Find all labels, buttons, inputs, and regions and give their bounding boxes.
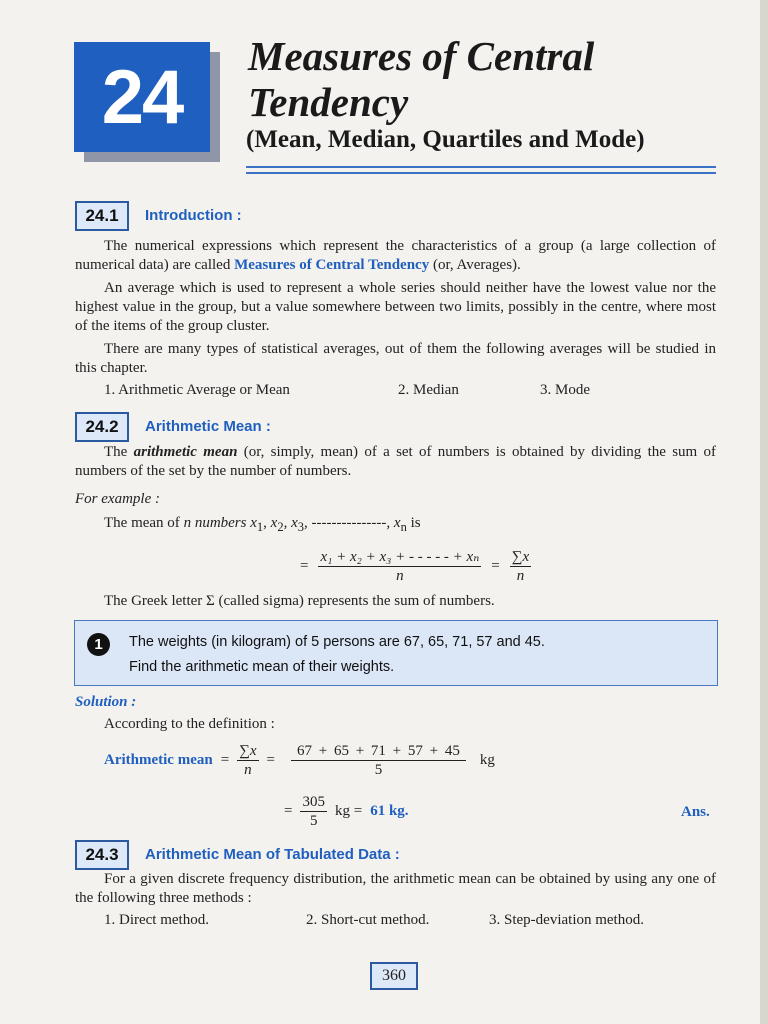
intro-paragraph-1 bbox=[75, 237, 716, 275]
mean-line-n: n bbox=[183, 515, 192, 531]
section-title-arithmetic-mean: Arithmetic Mean : bbox=[145, 418, 271, 435]
result-fraction bbox=[300, 793, 327, 830]
result-denominator: 5 bbox=[309, 813, 318, 829]
example-number-badge: 1 bbox=[87, 633, 110, 656]
term-measures-of-central-tendency: Measures of Central Tendency bbox=[234, 257, 430, 273]
method-item-3: 3. Step-deviation method. bbox=[489, 912, 644, 928]
example-box bbox=[74, 620, 718, 686]
arithmetic-mean-definition bbox=[75, 443, 716, 481]
mean-of-n-numbers-line: The mean of n numbers $x_1$, $x_2$, $x_3$, ---------------, $x_n$ is bbox=[104, 515, 421, 534]
am-equals-1: = bbox=[220, 752, 230, 768]
section-title-introduction: Introduction : bbox=[145, 207, 242, 224]
mean-line-is: is bbox=[406, 515, 421, 531]
sum-numerator: 67 + 65 + 71 + 57 + 45 bbox=[291, 742, 466, 761]
result-numerator: 305 bbox=[302, 794, 325, 810]
averages-list-item-3: 3. Mode bbox=[540, 382, 590, 398]
sigma-note: The Greek letter Σ (called sigma) represents the sum of numbers. bbox=[104, 593, 495, 609]
page-edge bbox=[760, 0, 768, 1024]
formula-equals-2: = bbox=[491, 558, 500, 574]
formula-numerator-1: x₁ + x₂ + x₃ + - - - - - + xₙ bbox=[320, 549, 480, 565]
arithmetic-mean-equation bbox=[104, 742, 495, 779]
mean-formula bbox=[300, 548, 531, 585]
am-equals-2: = bbox=[266, 752, 276, 768]
sub-1: 1 bbox=[256, 520, 264, 534]
sub-2: 2 bbox=[277, 520, 284, 534]
intro-paragraph-2: An average which is used to represent a whole series should neither have the lowest value nor the highest value in the group, but a value somewhere between two limits, possibly in the centre, where most of the items of the group cluster. bbox=[75, 280, 716, 334]
unit-kg-1: kg bbox=[479, 752, 495, 768]
sigma-numerator: ∑x bbox=[239, 743, 257, 759]
mean-line-x2: x bbox=[270, 515, 278, 531]
section-number-24-2: 24.2 bbox=[75, 412, 129, 442]
section-title-tabulated-data: Arithmetic Mean of Tabulated Data : bbox=[145, 846, 400, 863]
formula-equals-1: = bbox=[300, 558, 309, 574]
sum-fraction bbox=[291, 742, 466, 779]
result-value: 61 kg. bbox=[370, 803, 409, 819]
method-item-2: 2. Short-cut method. bbox=[306, 912, 430, 928]
mean-line-x1: numbers x bbox=[191, 515, 257, 531]
for-example-label: For example : bbox=[75, 491, 160, 507]
chapter-subtitle: (Mean, Median, Quartiles and Mode) bbox=[246, 126, 645, 153]
definition-text: The bbox=[104, 444, 134, 460]
header-rule-top bbox=[246, 166, 716, 168]
chapter-title-line1: Measures of Central bbox=[248, 33, 595, 79]
result-equals: = bbox=[284, 803, 293, 819]
chapter-title-line2: Tendency bbox=[248, 79, 409, 125]
header-rule-bottom bbox=[246, 172, 716, 174]
result-equation bbox=[284, 793, 409, 830]
sigma-denominator: n bbox=[244, 762, 252, 778]
formula-numerator-2: ∑x bbox=[511, 549, 530, 565]
page-number: 360 bbox=[370, 962, 418, 990]
solution-label: Solution : bbox=[75, 694, 137, 710]
answer-label: Ans. bbox=[681, 804, 710, 820]
mean-line-text-a: The mean of bbox=[104, 515, 184, 531]
method-item-1: 1. Direct method. bbox=[104, 912, 209, 928]
sub-n: n bbox=[400, 520, 407, 534]
section-number-24-3: 24.3 bbox=[75, 840, 129, 870]
chapter-number: 24 bbox=[74, 42, 210, 152]
term-arithmetic-mean: arithmetic mean bbox=[133, 444, 238, 460]
mean-line-x3: x bbox=[291, 515, 298, 531]
intro-paragraph-3: There are many types of statistical averages, out of them the following averages will be studied in this chapter. bbox=[75, 341, 716, 376]
section-number-24-1: 24.1 bbox=[75, 201, 129, 231]
mean-line-xn: ---------------, x bbox=[311, 515, 401, 531]
tabulated-data-paragraph: For a given discrete frequency distribution, the arithmetic mean can be obtained by using any one of the following three methods : bbox=[75, 871, 716, 906]
example-line-1: The weights (in kilogram) of 5 persons are 67, 65, 71, 57 and 45. bbox=[129, 634, 545, 650]
arithmetic-mean-label: Arithmetic mean bbox=[104, 752, 213, 768]
formula-denominator-1: n bbox=[396, 568, 404, 584]
intro-p1-text: The numerical expressions which represent the characteristics of a group (a large collection of numerical data) are called bbox=[75, 238, 716, 273]
solution-line-1: According to the definition : bbox=[104, 716, 275, 732]
intro-p1-tail: (or, Averages). bbox=[429, 257, 521, 273]
unit-kg-2: kg = bbox=[334, 803, 363, 819]
example-line-2: Find the arithmetic mean of their weights. bbox=[129, 659, 395, 675]
sub-3: 3 bbox=[297, 520, 304, 534]
formula-denominator-2: n bbox=[516, 568, 525, 584]
definition-tail: (or, simply, mean) of a set of numbers is obtained by dividing the sum of numbers of the set by the number of numbers. bbox=[75, 444, 717, 479]
averages-list-item-1: 1. Arithmetic Average or Mean bbox=[104, 382, 290, 398]
sum-denominator: 5 bbox=[374, 762, 383, 778]
chapter-title bbox=[248, 33, 594, 125]
formula-fraction-1 bbox=[318, 548, 481, 585]
formula-fraction-2 bbox=[510, 548, 531, 585]
sigma-fraction bbox=[237, 742, 258, 779]
averages-list-item-2: 2. Median bbox=[398, 382, 459, 398]
